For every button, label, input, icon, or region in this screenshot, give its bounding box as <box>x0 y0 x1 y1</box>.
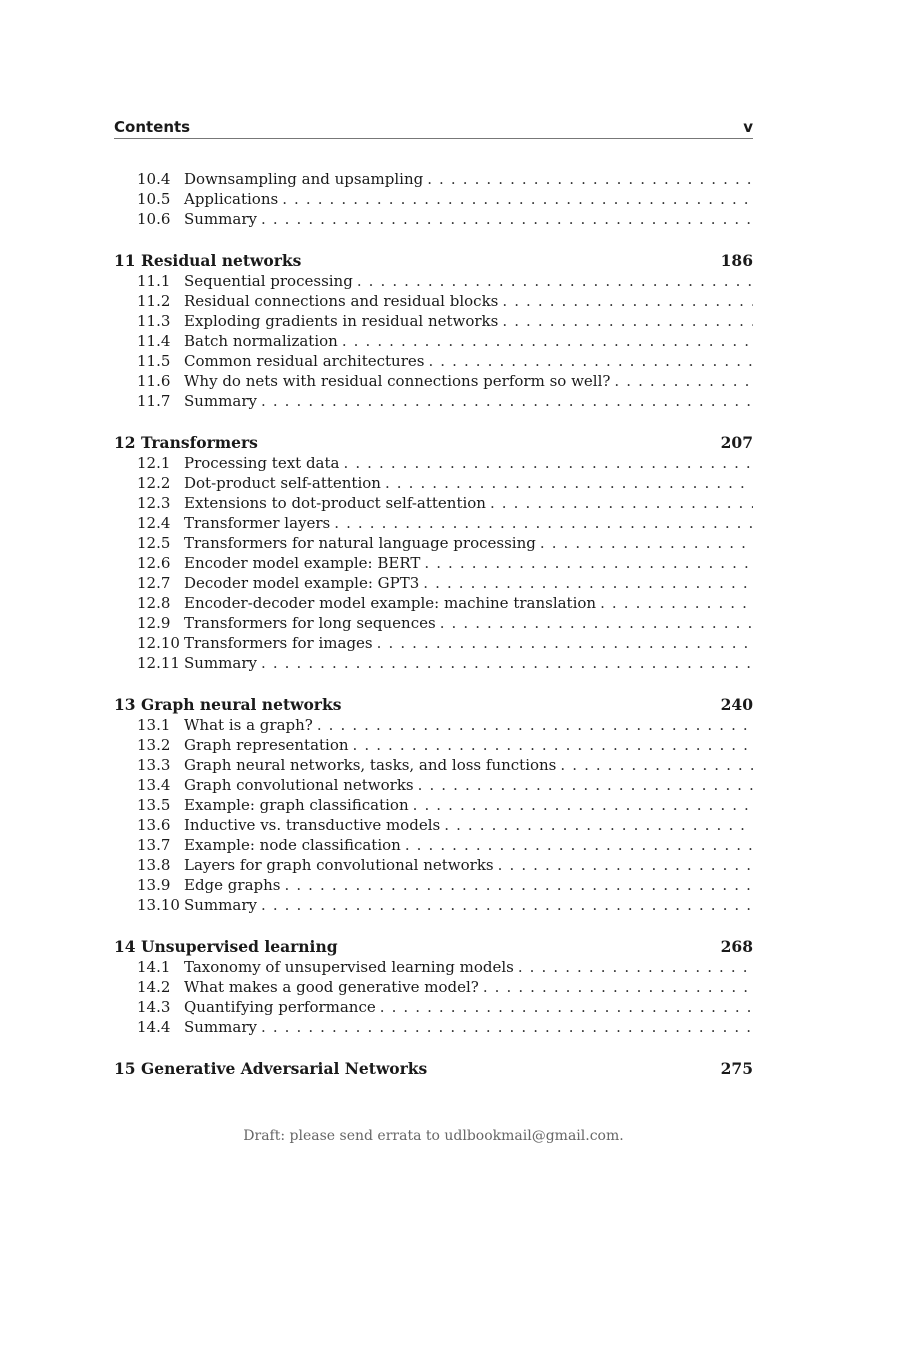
section-title: Residual connections and residual blocks <box>184 292 499 310</box>
toc-chapter-section <box>114 937 753 1037</box>
section-number: 13.9 <box>137 876 171 894</box>
chapter-page-number: 268 <box>720 937 753 956</box>
section-number: 12.7 <box>137 574 171 592</box>
section-number: 12.5 <box>137 534 171 552</box>
section-title: Graph convolutional networks <box>184 776 414 794</box>
running-head-title: Contents <box>114 118 191 136</box>
section-title: Decoder model example: GPT3 <box>184 574 420 592</box>
section-number: 12.4 <box>137 514 171 532</box>
section-title: Applications <box>184 190 279 208</box>
section-number: 12.2 <box>137 474 171 492</box>
section-number: 11.6 <box>137 372 171 390</box>
section-title: Summary <box>184 896 257 914</box>
section-title: Summary <box>184 1018 257 1036</box>
chapter-title: 13 Graph neural networks <box>114 695 342 714</box>
section-number: 13.3 <box>137 756 171 774</box>
running-head <box>114 116 753 139</box>
section-title: Batch normalization <box>184 332 338 350</box>
chapter-page-number: 186 <box>720 251 753 270</box>
section-number: 13.6 <box>137 816 171 834</box>
section-number: 11.3 <box>137 312 171 330</box>
chapter-page-number: 207 <box>720 433 753 452</box>
section-title: Transformer layers <box>184 514 331 532</box>
chapter-title: 11 Residual networks <box>114 251 302 270</box>
section-number: 14.4 <box>137 1018 171 1036</box>
section-title: Taxonomy of unsupervised learning models <box>184 958 514 976</box>
toc-entry[interactable] <box>114 1017 753 1037</box>
section-title: Layers for graph convolutional networks <box>184 856 494 874</box>
section-number: 10.5 <box>137 190 171 208</box>
section-title: Why do nets with residual connections perform so well? <box>184 372 611 390</box>
section-number: 13.8 <box>137 856 171 874</box>
section-title: Summary <box>184 210 257 228</box>
section-number: 14.1 <box>137 958 171 976</box>
section-title: Summary <box>184 654 257 672</box>
section-number: 12.6 <box>137 554 171 572</box>
section-page-number <box>114 169 900 1369</box>
section-title: Exploding gradients in residual networks <box>184 312 499 330</box>
section-title: Transformers for long sequences <box>184 614 436 632</box>
section-title: Common residual architectures <box>184 352 425 370</box>
section-title: Quantifying performance <box>184 998 376 1016</box>
section-title: Processing text data <box>184 454 340 472</box>
section-title: Encoder-decoder model example: machine translation <box>184 594 597 612</box>
table-of-contents <box>114 169 753 1101</box>
section-title: Edge graphs <box>184 876 281 894</box>
section-title: Downsampling and upsampling <box>184 170 424 188</box>
section-number: 14.2 <box>137 978 171 996</box>
chapter-title: 15 Generative Adversarial Networks <box>114 1059 428 1078</box>
section-title: Dot-product self-attention <box>184 474 381 492</box>
section-number: 11.5 <box>137 352 171 370</box>
chapter-page-number: 240 <box>720 695 753 714</box>
section-number: 13.4 <box>137 776 171 794</box>
section-title: Extensions to dot-product self-attention <box>184 494 486 512</box>
section-number: 11.2 <box>137 292 171 310</box>
section-number: 12.3 <box>137 494 171 512</box>
draft-footer: Draft: please send errata to udlbookmail@gmail.com. <box>243 1128 624 1144</box>
section-title: Transformers for natural language processing <box>184 534 536 552</box>
chapter-page-number: 275 <box>720 1059 753 1078</box>
section-number: 11.7 <box>137 392 171 410</box>
section-title: Summary <box>184 392 257 410</box>
section-number: 11.1 <box>137 272 171 290</box>
section-title: Encoder model example: BERT <box>184 554 421 572</box>
section-number: 12.8 <box>137 594 171 612</box>
section-number: 12.9 <box>137 614 171 632</box>
section-number: 10.4 <box>137 170 171 188</box>
section-title: Inductive vs. transductive models <box>184 816 441 834</box>
section-title: Transformers for images <box>184 634 373 652</box>
section-number: 12.1 <box>137 454 171 472</box>
section-title: Example: graph classification <box>184 796 409 814</box>
section-title: Graph representation <box>184 736 349 754</box>
chapter-title: 12 Transformers <box>114 433 258 452</box>
section-number: 14.3 <box>137 998 171 1016</box>
section-title: What makes a good generative model? <box>184 978 479 996</box>
section-title: Graph neural networks, tasks, and loss functions <box>184 756 557 774</box>
section-number: 13.7 <box>137 836 171 854</box>
section-number: 12.10 <box>137 634 180 652</box>
section-number: 12.11 <box>137 654 180 672</box>
running-head-page-number: v <box>743 118 753 136</box>
section-number: 13.2 <box>137 736 171 754</box>
section-number: 13.5 <box>137 796 171 814</box>
section-number: 11.4 <box>137 332 171 350</box>
section-number: 13.1 <box>137 716 171 734</box>
section-title: Sequential processing <box>184 272 353 290</box>
section-number: 13.10 <box>137 896 180 914</box>
section-title: What is a graph? <box>184 716 313 734</box>
chapter-title: 14 Unsupervised learning <box>114 937 338 956</box>
section-number: 10.6 <box>137 210 171 228</box>
section-title: Example: node classification <box>184 836 401 854</box>
